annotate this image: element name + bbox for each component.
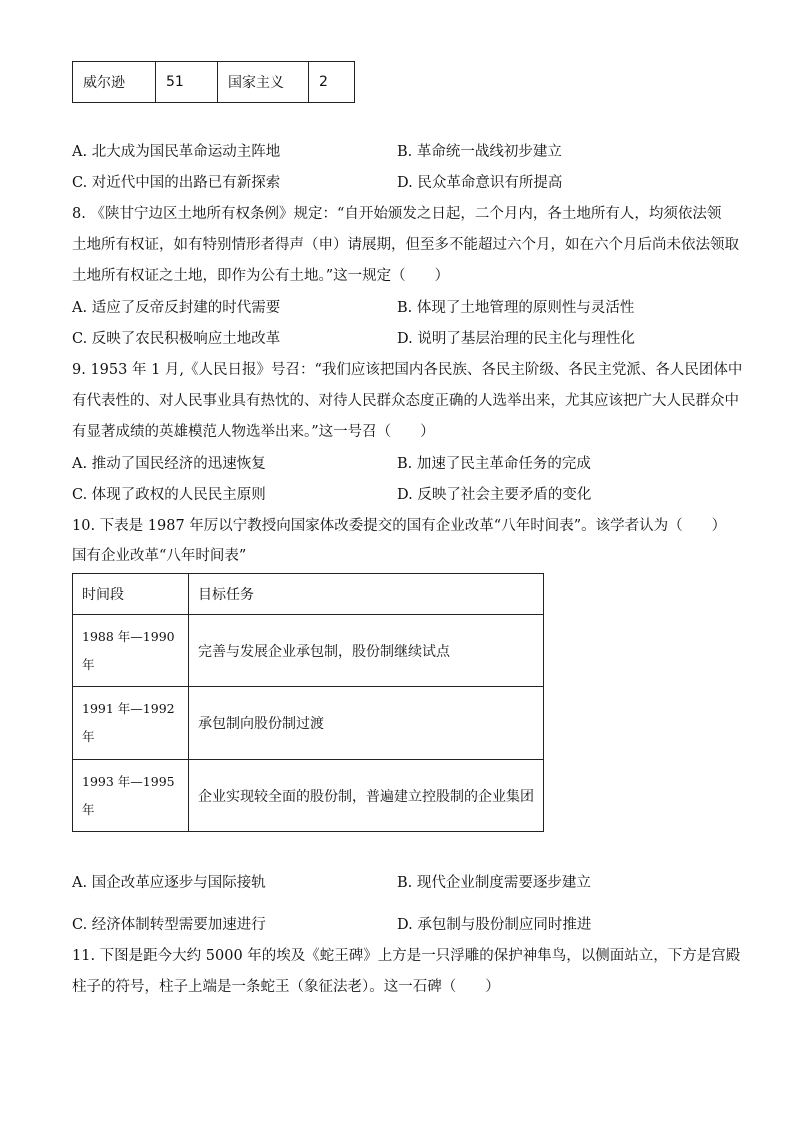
q9-option-b: B. 加速了民主革命任务的完成	[397, 456, 591, 472]
q9-stem-line: 有显著成绩的英雄模范人物选举出来。”这一号召（ ）	[72, 424, 435, 440]
q9-option-a: A. 推动了国民经济的迅速恢复	[72, 456, 266, 472]
q8-stem-line: 土地所有权证之土地，即作为公有土地。”这一规定（ ）	[72, 268, 450, 284]
period-line: 年	[82, 729, 95, 744]
q8-stem-line: 8. 《陕甘宁边区土地所有权条例》规定：“自开始颁发之日起，二个月内，各土地所有人，均须依法领	[72, 206, 722, 222]
q10-option-d: D. 承包制与股份制应同时推进	[397, 917, 592, 933]
q9-stem-line: 有代表性的、对人民事业具有热忱的、对待人民群众态度正确的人选举出来，尤其应该把广大人民群众中	[72, 393, 739, 409]
period-line: 1991 年—1992	[82, 701, 175, 716]
table-header-cell: 时间段	[73, 574, 189, 615]
q9-option-c: C. 体现了政权的人民民主原则	[72, 487, 266, 503]
q7-option-c: C. 对近代中国的出路已有新探索	[72, 175, 281, 191]
table-row	[73, 615, 544, 687]
q7-option-d: D. 民众革命意识有所提高	[397, 175, 563, 191]
q8-option-c: C. 反映了农民积极响应土地改革	[72, 331, 281, 347]
table-row	[73, 62, 355, 103]
table-cell: 2	[309, 62, 355, 103]
table-cell-task: 完善与发展企业承包制，股份制继续试点	[189, 615, 544, 687]
reform-timetable	[72, 573, 544, 832]
q10-option-c: C. 经济体制转型需要加速进行	[72, 917, 266, 933]
table-cell: 国家主义	[218, 62, 309, 103]
table-header-row	[73, 574, 544, 615]
q10-option-a: A. 国企改革应逐步与国际接轨	[72, 875, 266, 891]
q8-option-d: D. 说明了基层治理的民主化与理性化	[397, 331, 635, 347]
q9-option-d: D. 反映了社会主要矛盾的变化	[397, 487, 592, 503]
table-cell: 51	[156, 62, 218, 103]
top-table	[72, 61, 355, 103]
table-row	[73, 760, 544, 832]
table-cell-period	[73, 687, 189, 760]
table-cell-task: 企业实现较全面的股份制，普遍建立控股制的企业集团	[189, 760, 544, 832]
q8-option-a: A. 适应了反帝反封建的时代需要	[72, 300, 281, 316]
q9-stem-line: 9. 1953 年 1 月,《人民日报》号召：“我们应该把国内各民族、各民主阶级、各民主党派、各人民团体中	[72, 362, 743, 378]
q11-stem-line: 柱子的符号，柱子上端是一条蛇王（象征法老）。这一石碑（ ）	[72, 979, 500, 995]
table-cell-period	[73, 615, 189, 687]
q7-option-b: B. 革命统一战线初步建立	[397, 144, 562, 160]
q11-stem-line: 11. 下图是距今大约 5000 年的埃及《蛇王碑》上方是一只浮雕的保护神隼鸟，以侧面站立，下方是宫殿	[72, 948, 741, 964]
table-header-cell: 目标任务	[189, 574, 544, 615]
table-cell-task: 承包制向股份制过渡	[189, 687, 544, 760]
q7-option-a: A. 北大成为国民革命运动主阵地	[72, 144, 281, 160]
q10-option-b: B. 现代企业制度需要逐步建立	[397, 875, 591, 891]
q8-option-b: B. 体现了土地管理的原则性与灵活性	[397, 300, 635, 316]
q10-stem: 10. 下表是 1987 年厉以宁教授向国家体改委提交的国有企业改革“八年时间表”。该学者认为（ ）	[72, 518, 727, 534]
table-cell-period	[73, 760, 189, 832]
q8-stem-line: 土地所有权证，如有特别情形者得声（申）请展期，但至多不能超过六个月，如在六个月后尚未依法领取	[72, 237, 739, 253]
q10-table-title: 国有企业改革“八年时间表”	[72, 548, 247, 564]
table-row	[73, 687, 544, 760]
period-line: 年	[82, 801, 95, 817]
table-cell: 威尔逊	[73, 62, 156, 103]
period-line: 年	[82, 656, 95, 672]
period-line: 1988 年—1990	[82, 628, 175, 644]
period-line: 1993 年—1995	[82, 773, 175, 789]
